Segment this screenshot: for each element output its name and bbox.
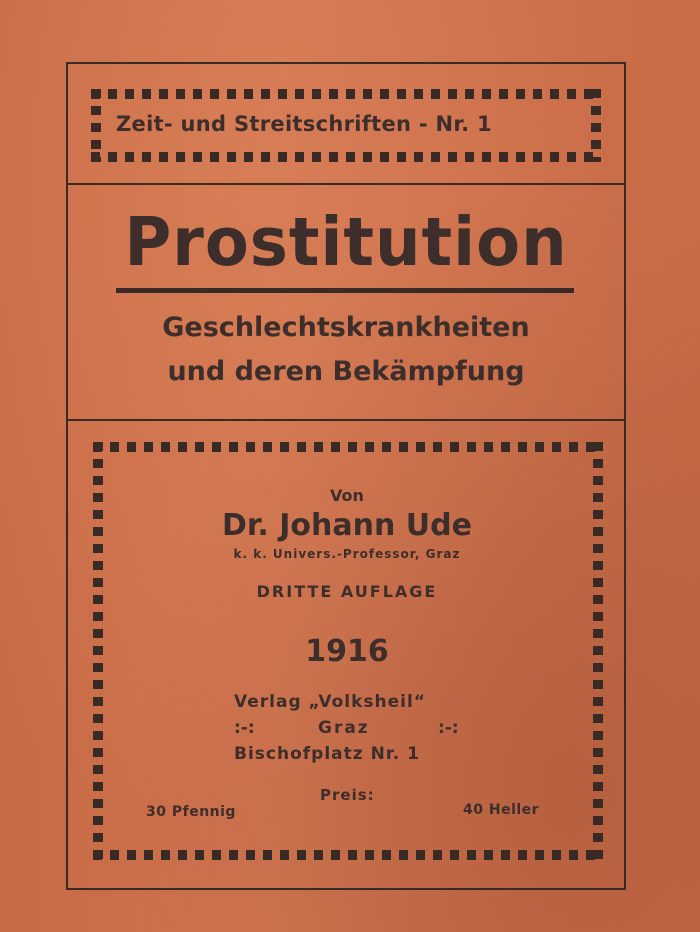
author-name: Dr. Johann Ude	[222, 508, 472, 543]
subtitle-line-2: und deren Bekämpfung	[167, 356, 525, 387]
year: 1916	[305, 634, 389, 669]
edition: DRITTE AUFLAGE	[256, 582, 438, 601]
series-dotted-border-left	[91, 89, 101, 162]
divider-middle	[66, 419, 626, 421]
lower-dotted-border-bottom	[93, 850, 603, 860]
price-pfennig: 30 Pfennig	[146, 804, 236, 820]
publisher-line-1: Verlag „Volksheil“	[234, 692, 426, 712]
series-dotted-border-top	[91, 89, 601, 99]
series-dotted-border-right	[591, 89, 601, 162]
title-underline	[116, 288, 574, 293]
publisher-separator-right: :-:	[438, 718, 459, 738]
price-heller: 40 Heller	[463, 802, 540, 818]
series-title: Zeit- und Streitschriften - Nr. 1	[116, 112, 492, 136]
by-label: Von	[330, 486, 364, 505]
publisher-address: Bischofplatz Nr. 1	[234, 744, 420, 764]
subtitle-line-1: Geschlechtskrankheiten	[162, 312, 530, 343]
divider-top	[66, 183, 626, 185]
price-label: Preis:	[320, 786, 375, 804]
publisher-separator-left: :-:	[234, 718, 255, 738]
main-title: Prostitution	[124, 204, 568, 282]
publisher-city: Graz	[318, 718, 370, 738]
outer-frame	[66, 62, 626, 890]
author-title: k. k. Univers.-Professor, Graz	[233, 547, 461, 561]
lower-dotted-border-top	[93, 442, 603, 452]
series-dotted-border-bottom	[91, 152, 601, 162]
lower-dotted-border-right	[593, 442, 603, 860]
